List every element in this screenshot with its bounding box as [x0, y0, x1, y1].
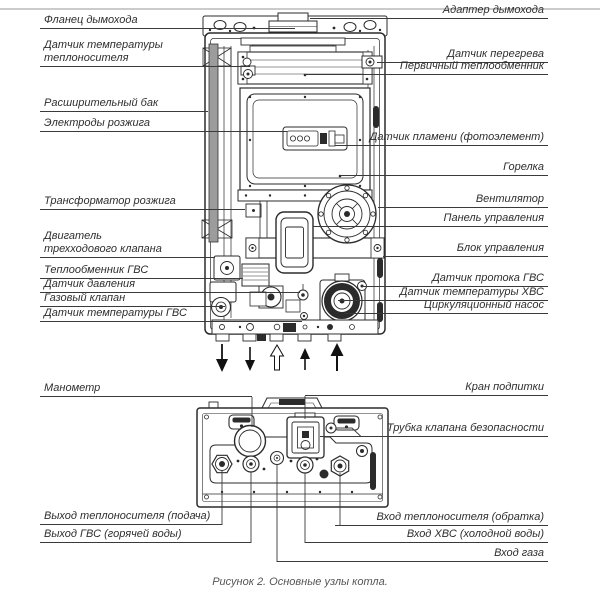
label-flue-flange: Фланец дымохода — [40, 14, 295, 29]
label-burner: Горелка — [340, 161, 548, 176]
arrow-up-return — [331, 343, 344, 371]
label-three-way-line2: трехходового клапана — [44, 243, 162, 255]
label-control-panel: Панель управления — [313, 212, 548, 227]
label-out-supply: Выход теплоносителя (подача) — [40, 510, 222, 525]
label-feed-valve: Кран подпитки — [305, 381, 548, 396]
label-cold-water-temp-sensor: Датчик температуры ХВС — [338, 286, 548, 301]
label-dhw-heat-exchanger: Теплообменник ГВС — [40, 264, 243, 279]
label-three-way-valve-motor — [40, 230, 215, 258]
bottom-connectors — [212, 320, 378, 341]
label-pressure-sensor: Датчик давления — [40, 278, 300, 293]
arrow-down-dhw — [245, 347, 255, 371]
label-fan: Вентилятор — [378, 193, 548, 208]
manometer-opening — [235, 426, 266, 457]
port-dhw-out — [243, 456, 259, 472]
figure-caption: Рисунок 2. Основные узлы котла. — [212, 576, 388, 588]
label-in-gas: Вход газа — [277, 547, 548, 562]
port-ch-supply — [212, 455, 232, 472]
label-manometer: Манометр — [40, 382, 252, 397]
label-ignition-electrodes: Электроды розжига — [40, 117, 287, 132]
label-primary-heat-exchanger: Первичный теплообменник — [305, 60, 548, 75]
label-safety-valve-tube: Трубка клапана безопасности — [320, 422, 548, 437]
feed-valve-drawing — [287, 413, 324, 458]
label-out-dhw: Выход ГВС (горячей воды) — [40, 528, 251, 543]
label-expansion-tank: Расширительный бак — [40, 97, 208, 112]
label-ignition-transformer: Трансформатор розжига — [40, 195, 245, 210]
label-flue-adapter: Адаптер дымохода — [310, 4, 548, 19]
label-in-return: Вход теплоносителя (обратка) — [335, 511, 548, 526]
label-in-cold-water: Вход ХВС (холодной воды) — [305, 528, 548, 543]
label-three-way-line1: Двигатель — [44, 230, 102, 242]
port-gas — [271, 452, 284, 465]
label-coolant-temp-line2: теплоносителя — [44, 52, 129, 64]
label-circulation-pump: Циркуляционный насос — [345, 299, 548, 314]
arrow-down-supply — [216, 344, 228, 372]
label-gas-valve: Газовый клапан — [40, 292, 225, 307]
control-unit-bar — [246, 238, 384, 258]
label-flame-sensor: Датчик пламени (фотоэлемент) — [335, 131, 548, 146]
arrow-up-cold — [300, 348, 310, 370]
label-overheat-sensor: Датчик перегрева — [377, 48, 548, 63]
label-control-unit: Блок управления — [383, 242, 548, 257]
arrow-up-gas-outline — [271, 345, 284, 370]
ignition-transformer-drawing — [246, 204, 261, 217]
label-coolant-temp-sensor — [40, 39, 250, 67]
label-coolant-temp-line1: Датчик температуры — [44, 39, 163, 51]
label-dhw-flow-sensor: Датчик протока ГВС — [362, 272, 548, 287]
label-dhw-temp-sensor: Датчик температуры ГВС — [40, 307, 302, 322]
port-cold-in — [297, 457, 313, 473]
boiler-bottom-view — [197, 398, 388, 507]
control-panel-drawing — [276, 212, 313, 273]
flow-arrows — [216, 343, 344, 372]
